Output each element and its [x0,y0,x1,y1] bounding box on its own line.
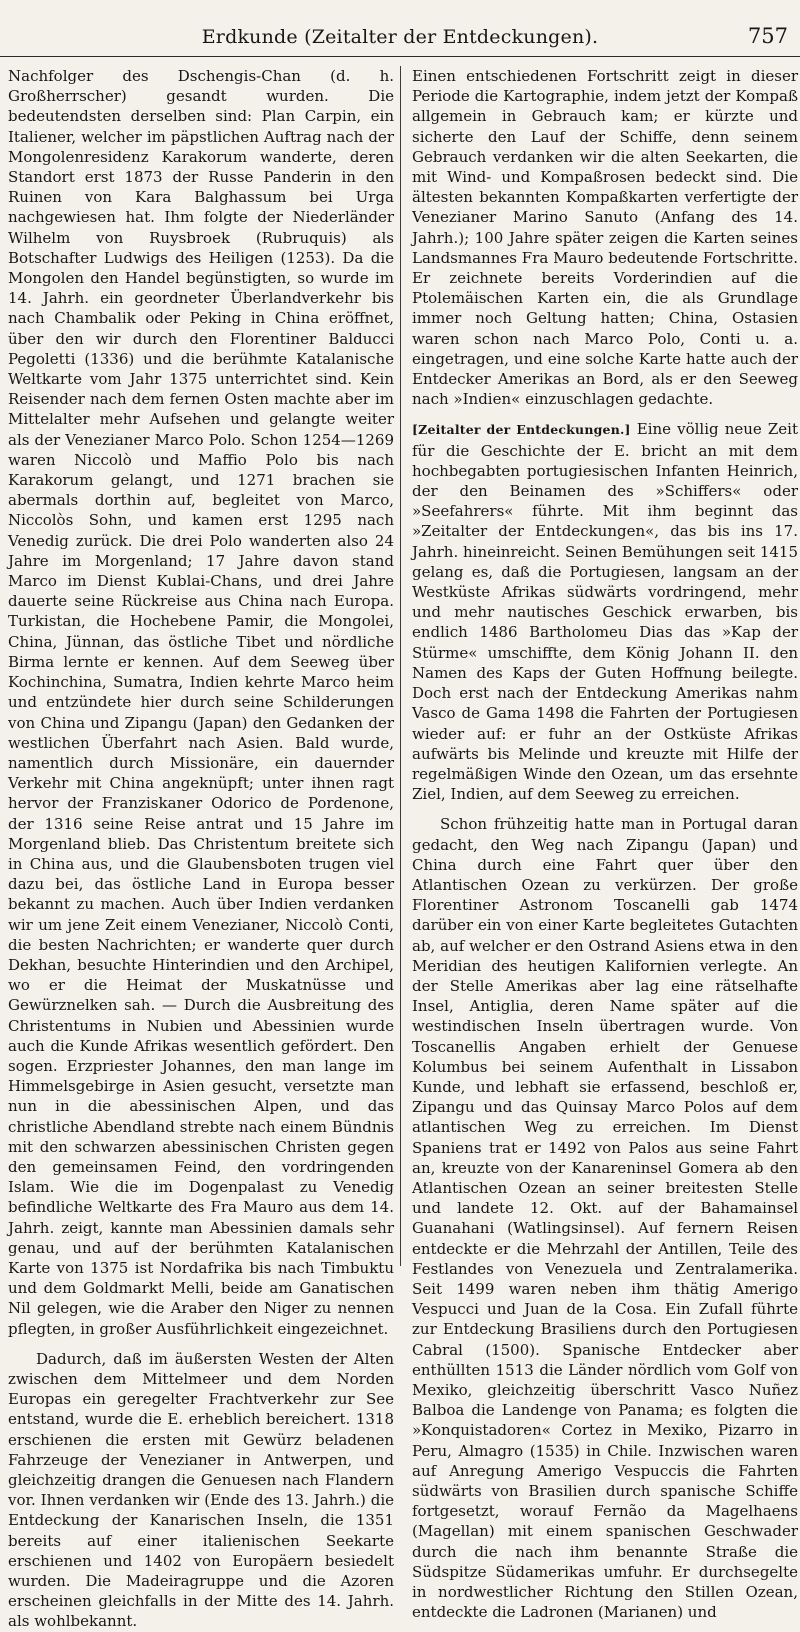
paragraph: Dadurch, daß im äußersten Westen der Alten zwischen dem Mittelmeer und dem Norden Europas ein geregelter Frachtverkehr zur See entstand, wurde die E. erheblich bereichert. 1318 erschienen die ersten mit Gewürz beladenen Fahrzeuge der Venezianer in Antwerpen, und gleichzeitig drangen die Genuesen nach Flandern vor. Ihnen verdanken wir (Ende des 13. Jahrh.) die Entdeckung der Kanarischen Inseln, die 1351 bereits auf einer italienischen Seekarte erschienen und 1402 von Europäern besiedelt wurden. Die Madeiragruppe und die Azoren erscheinen gleichfalls in der Mitte des 14. Jahrh. als wohlbekannt. [8,1349,394,1631]
paragraph: Einen entschiedenen Fortschritt zeigt in dieser Periode die Kartographie, indem jetzt der Kompaß allgemein in Gebrauch kam; er kürzte und sicherte den Lauf der Schiffe, denn seinem Gebrauch verdanken wir die alten Seekarten, die mit Wind- und Kompaßrosen bedeckt sind. Die ältesten bekannten Kompaßkarten verfertigte der Venezianer Marino Sanuto (Anfang des 14. Jahrh.); 100 Jahre später zeigen die Karten seines Landsmannes Fra Mauro bedeutende Fortschritte. Er zeichnete bereits Vorderindien auf die Ptolemäischen Karten ein, die als Grundlage immer noch Geltung hatten; China, Ostasien waren schon nach Marco Polo, Conti u. a. eingetragen, und eine solche Karte hatte auch der Entdecker Amerikas an Bord, als er den Seeweg nach »Indien« einzuschlagen gedachte. [412,67,798,409]
paragraph-with-heading [412,419,798,804]
right-column [412,66,798,1622]
paragraph: Nachfolger des Dschengis-Chan (d. h. Großherrscher) gesandt wurden. Die bedeutendsten derselben sind: Plan Carpin, ein Italiener, welcher im päpstlichen Auftrag nach der Mongolenresidenz Karakorum wanderte, deren Standort erst 1873 der Russe Panderin in den Ruinen von Kara Balghassum bei Urga nachgewiesen hat. Ihm folgte der Niederländer Wilhelm von Ruysbroek (Rubruquis) als Botschafter Ludwigs des Heiligen (1253). Da die Mongolen den Handel begünstigten, so wurde im 14. Jahrh. ein geordneter Überlandverkehr bis nach Chambalik oder Peking in China eröffnet, über den wir durch den Florentiner Balducci Pegoletti (1336) und die berühmte Katalanische Weltkarte vom Jahr 1375 unterrichtet sind. Kein Reisender nach dem fernen Osten machte aber im Mittelalter mehr Aufsehen und gelangte weiter als der Venezianer Marco Polo. Schon 1254—1269 waren Niccolò und Maffio Polo bis nach Karakorum gelangt, und 1271 brachen sie abermals dorthin auf, begleitet von Marco, Niccolòs Sohn, und kamen erst 1295 nach Venedig zurück. Die drei Polo wanderten also 24 Jahre im Morgenland; 17 Jahre davon stand Marco im Dienst Kublai-Chans, und drei Jahre dauerte seine Rückreise aus China nach Europa. Turkistan, die Hochebene Pamir, die Mongolei, China, Jünnan, das östliche Tibet und nördliche Birma lernte er kennen. Auf dem Seeweg über Kochinchina, Sumatra, Indien kehrte Marco heim und entzündete hier durch seine Schilderungen von China und Zipangu (Japan) den Gedanken der westlichen Überfahrt nach Asien. Bald wurde, namentlich durch Missionäre, ein dauernder Verkehr mit China angeknüpft; unter ihnen ragt hervor der Franziskaner Odorico de Pordenone, der 1316 seine Reise antrat und 15 Jahre im Morgenland blieb. Das Christentum breitete sich in China aus, und die Glaubensboten trugen viel dazu bei, das östliche Land in Europa besser bekannt zu machen. Auch über Indien verdanken wir um jene Zeit einem Venezianer, Niccolò Conti, die besten Nachrichten; er wanderte quer durch Dekhan, besuchte Hinterindien und den Archipel, wo er die Heimat der Muskatnüsse und Gewürznelken sah. — Durch die Ausbreitung des Christentums in Nubien und Abessinien wurde auch die Kunde Afrikas wesentlich gefördert. Den sogen. Erzpriester Johannes, den man lange im Himmelsgebirge in Asien gesucht, versetzte man nun in die abessinischen Alpen, und das christliche Abendland strebte nach einem Bündnis mit den schwarzen abessinischen Christen gegen den gemeinsamen Feind, den vordringenden Islam. Wie die im Dogenpalast zu Venedig befindliche Weltkarte des Fra Mauro aus dem 14. Jahrh. zeigt, kannte man Abessinien damals sehr genau, und auf der berühmten Katalanischen Karte von 1375 ist Nordafrika bis nach Timbuktu und dem Goldmarkt Melli, beide am Ganatischen Nil gelegen, wie die Araber den Niger zu nennen pflegten, in großer Ausführlichkeit eingezeichnet. [8,67,394,1338]
left-column [8,66,394,1631]
page-number: 757 [747,24,788,48]
section-heading: [Zeitalter der Entdeckungen.] [412,422,631,438]
running-title: Erdkunde (Zeitalter der Entdeckungen). [201,26,599,48]
column-divider [400,66,401,1266]
paragraph-text: Eine völlig neue Zeit für die Geschichte der E. bricht an mit dem hochbegabten portugiesischen Infanten Heinrich, der den Beinamen des »Schiffers« oder »Seefahrers« führte. Mit ihm beginnt das »Zeitalter der Entdeckungen«, das bis ins 17. Jahrh. hineinreicht. Seinen Bemühungen seit 1415 gelang es, daß die Portugiesen, langsam an der Westküste Afrikas südwärts vordringend, mehr und mehr nautisches Geschick erwarben, bis endlich 1486 Bartholomeu Dias das »Kap der Stürme« umschiffte, dem König Johann II. den Namen des Kaps der Guten Hoffnung beilegte. Doch erst nach der Entdeckung Amerikas nahm Vasco de Gama 1498 die Fahrten der Portugiesen wieder auf: er fuhr an der Ostküste Afrikas aufwärts bis Melinde und kreuzte mit Hilfe der regelmäßigen Winde den Ozean, um das ersehnte Ziel, Indien, auf dem Seeweg zu erreichen. [412,420,798,804]
paragraph: Schon frühzeitig hatte man in Portugal daran gedacht, den Weg nach Zipangu (Japan) und China durch eine Fahrt quer über den Atlantischen Ozean zu verkürzen. Der große Florentiner Astronom Toscanelli gab 1474 darüber ein von einer Karte begleitetes Gutachten ab, auf welcher er den Ostrand Asiens etwa in den Meridian des heutigen Kalifornien verlegte. An der Stelle Amerikas aber lag eine rätselhafte Insel, Antiglia, deren Name später auf die westindischen Inseln übertragen wurde. Von Toscanellis Angaben erhielt der Genuese Kolumbus bei seinem Aufenthalt in Lissabon Kunde, und lebhaft sie erfassend, beschloß er, Zipangu und das Quinsay Marco Polos auf dem atlantischen Weg zu erreichen. Im Dienst Spaniens trat er 1492 von Palos aus seine Fahrt an, kreuzte von der Kanareninsel Gomera ab den Atlantischen Ozean an seiner breitesten Stelle und landete 12. Okt. auf der Bahamainsel Guanahani (Watlingsinsel). Auf fernern Reisen entdeckte er die Mehrzahl der Antillen, Teile des Festlandes von Venezuela und Zentralamerika. Seit 1499 waren neben ihm thätig Amerigo Vespucci und Juan de la Cosa. Ein Zufall führte zur Entdeckung Brasiliens durch den Portugiesen Cabral (1500). Spanische Entdecker aber enthüllten 1513 die Länder nördlich vom Golf von Mexiko, gleichzeitig überschritt Vasco Nuñez Balboa die Landenge von Panama; es folgten die »Konquistadoren« Cortez in Mexiko, Pizarro in Peru, Almagro (1535) in Chile. Inzwischen waren auf Anregung Amerigo Vespuccis die Fahrten südwärts von Brasilien durch spanische Schiffe fortgesetzt, worauf Fernão da Magelhaens (Magellan) mit einem spanischen Geschwader durch die nach ihm benannte Straße die Südspitze Südamerikas umfuhr. Er durchsegelte in nordwestlicher Richtung den Stillen Ozean, entdeckte die Ladronen (Marianen) und [412,815,798,1622]
page-header [0,16,800,57]
